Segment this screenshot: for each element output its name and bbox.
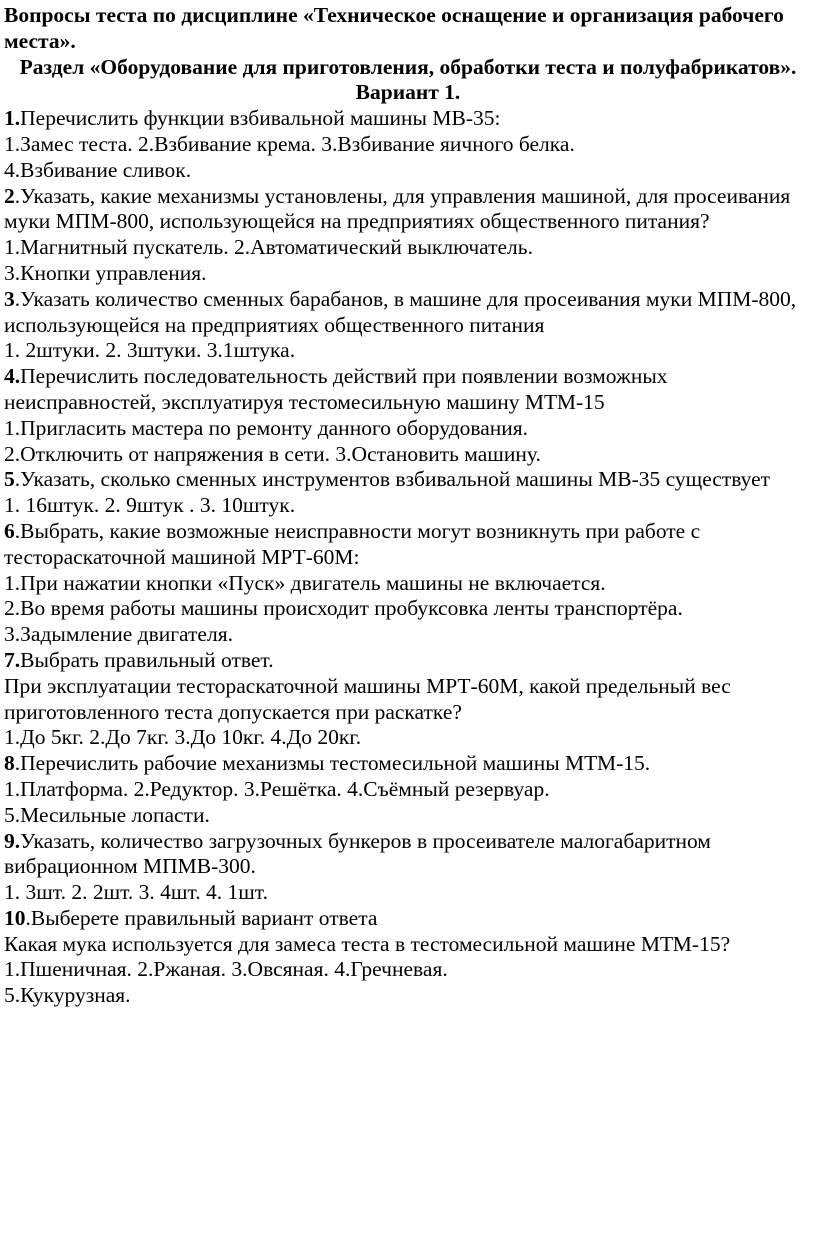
document-title: Вопросы теста по дисциплине «Техническое оснащение и организация рабочего места».: [4, 3, 784, 53]
question-body: .Выберете правильный вариант ответа: [25, 905, 378, 930]
answer-line: 5.Месильные лопасти.: [4, 802, 210, 827]
answer-line: 1.Замес теста. 2.Взбивание крема. 3.Взбивание яичного белка.: [4, 131, 575, 156]
question-text: [4, 906, 812, 932]
question-body: .Выбрать, какие возможные неисправности могут возникнуть при работе с тестораскаточной машиной МРТ-60М:: [4, 518, 701, 569]
question-text: [4, 829, 812, 881]
question-10: [4, 906, 812, 1009]
question-text: [4, 364, 812, 416]
question-body: Перечислить функции взбивальной машины МВ-35:: [20, 106, 501, 131]
question-9: [4, 829, 812, 906]
answer-line: 1.До 5кг. 2.До 7кг. 3.До 10кг. 4.До 20кг.: [4, 725, 362, 750]
question-list: [4, 106, 812, 1009]
question-2: [4, 184, 812, 287]
question-text: [4, 184, 812, 236]
question-body: .Указать, какие механизмы установлены, для управления машиной, для просеивания муки МПМ-800, использующейся на предприятиях общественного питания?: [4, 183, 791, 234]
question-number: 3: [4, 286, 15, 311]
question-8: [4, 751, 812, 828]
question-number: 6: [4, 518, 15, 543]
question-1: [4, 106, 812, 183]
question-subtext: При эксплуатации тестораскаточной машины МРТ-60М, какой предельный вес приготовленного теста допускается при раскатке?: [4, 673, 731, 724]
question-number: 4.: [4, 364, 21, 389]
answer-line: 1. 2штуки. 2. 3штуки. 3.1штука.: [4, 338, 296, 363]
question-7: [4, 648, 812, 751]
variant-heading: Вариант 1.: [355, 80, 461, 105]
question-text: [4, 519, 812, 571]
question-number: 1.: [4, 106, 21, 131]
answer-line: 1.При нажатии кнопки «Пуск» двигатель машины не включается.: [4, 570, 606, 595]
question-body: Выбрать правильный ответ.: [20, 647, 274, 672]
answer-line: 3.Кнопки управления.: [4, 260, 207, 285]
question-text: [4, 106, 812, 132]
question-number: 7.: [4, 647, 21, 672]
question-text: [4, 287, 812, 339]
question-4: [4, 364, 812, 467]
question-subtext: Какая мука используется для замеса теста в тестомесильной машине МТМ-15?: [4, 931, 731, 956]
question-number: 8: [4, 751, 15, 776]
answer-line: 2.Отключить от напряжения в сети. 3.Остановить машину.: [4, 441, 541, 466]
question-number: 2: [4, 183, 15, 208]
question-body: Перечислить последовательность действий при появлении возможных неисправностей, эксплуатируя тестомесильную машину МТМ-15: [4, 364, 668, 414]
answer-line: 4.Взбивание сливок.: [4, 157, 192, 182]
question-body: .Перечислить рабочие механизмы тестомесильной машины МТМ-15.: [14, 751, 651, 776]
answer-line: 1.Магнитный пускатель. 2.Автоматический выключатель.: [4, 235, 533, 260]
question-text: [4, 751, 812, 777]
question-body: .Указать количество сменных барабанов, в машине для просеивания муки МПМ-800, использующейся на предприятиях общественного питания: [4, 286, 797, 337]
section-heading: Раздел «Оборудование для приготовления, обработки теста и полуфабрикатов».: [19, 54, 797, 79]
question-body: .Указать, сколько сменных инструментов взбивальной машины МВ-35 существует: [14, 467, 771, 492]
question-text: [4, 467, 812, 493]
question-5: [4, 467, 812, 519]
answer-line: 1. 16штук. 2. 9штук . 3. 10штук.: [4, 493, 296, 518]
answer-line: 2.Во время работы машины происходит пробуксовка ленты транспортёра.: [4, 596, 683, 621]
question-6: [4, 519, 812, 648]
question-text: [4, 648, 812, 674]
answer-line: 5.Кукурузная.: [4, 983, 131, 1008]
question-number: 10: [4, 905, 26, 930]
question-number: 5: [4, 467, 15, 492]
question-3: [4, 287, 812, 364]
answer-line: 1. 3шт. 2. 2шт. 3. 4шт. 4. 1шт.: [4, 880, 268, 905]
answer-line: 1.Платформа. 2.Редуктор. 3.Решётка. 4.Съёмный резервуар.: [4, 776, 550, 801]
answer-line: 3.Задымление двигателя.: [4, 622, 233, 647]
answer-line: 1.Пшеничная. 2.Ржаная. 3.Овсяная. 4.Гречневая.: [4, 957, 448, 982]
question-body: Указать, количество загрузочных бункеров в просеивателе малогабаритном вибрационном МПМВ-300.: [4, 828, 711, 879]
question-number: 9.: [4, 828, 21, 853]
answer-line: 1.Пригласить мастера по ремонту данного оборудования.: [4, 415, 529, 440]
